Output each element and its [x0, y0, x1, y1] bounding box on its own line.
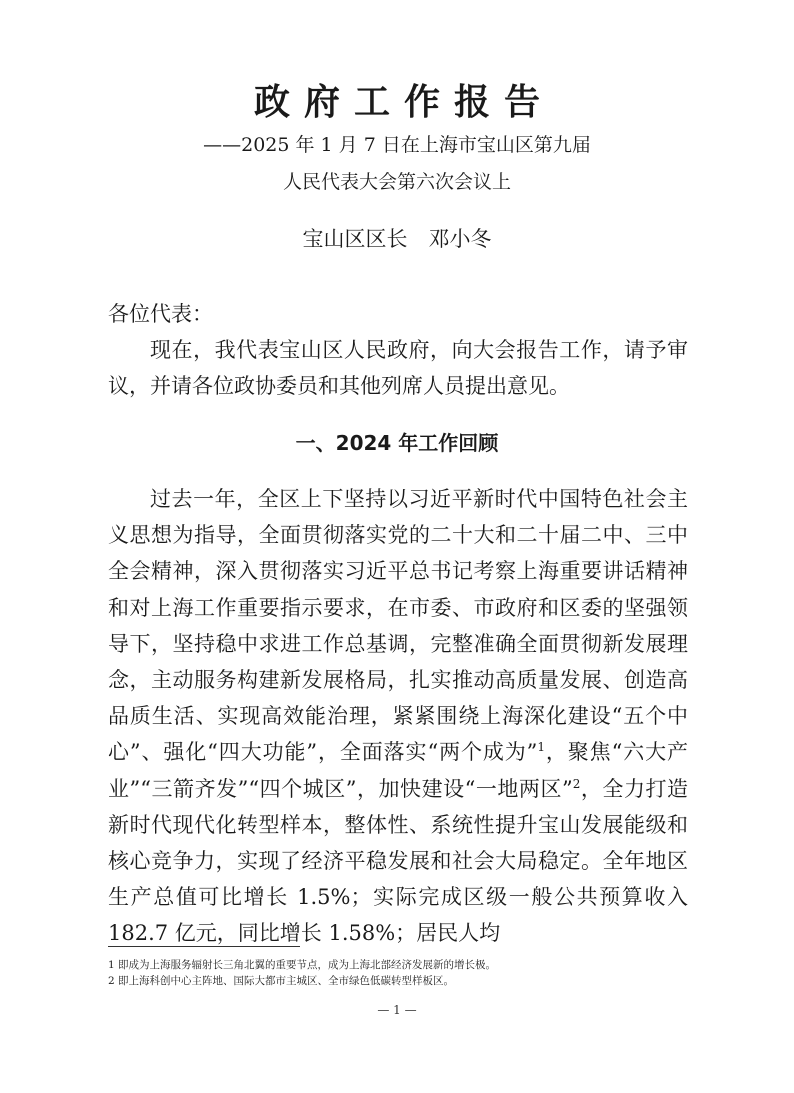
- body-text-part2: ，聚焦“六大产业”“三箭齐发”“四个城区”，加快建设“一地两区”: [108, 740, 688, 801]
- report-subtitle-line1: ——2025 年 1 月 7 日在上海市宝山区第九届: [203, 134, 591, 156]
- footnote-2: 2 即上海科创中心主阵地、国际大都市主城区、全市绿色低碳转型样板区。: [108, 975, 455, 987]
- page-number: — 1 —: [377, 1003, 417, 1017]
- section-heading: 一、2024 年工作回顾: [295, 431, 499, 455]
- footnote-ref-2: 2: [572, 776, 581, 791]
- body-text-part1: 过去一年，全区上下坚持以习近平新时代中国特色社会主义思想为指导，全面贯彻落实党的二十大和二十届二中、三中全会精神，深入贯彻落实习近平总书记考察上海重要讲话精神和对上海工作重要指示要求，在市委、市政府和区委的坚强领导下，坚持稳中求进工作总基调，完整准确全面贯彻新发展理念，主动服务构建新发展格局，扎实推动高质量发展、创造高品质生活、实现高效能治理，紧紧围绕上海深化建设“五个中心”、强化“四大功能”，全面落实“两个成为”: [108, 487, 688, 765]
- footnote-1: 1 即成为上海服务辐射长三角北翼的重要节点，成为上海北部经济发展新的增长极。: [108, 959, 497, 971]
- footnote-ref-1: 1: [537, 740, 546, 755]
- report-author: 宝山区区长 邓小冬: [302, 227, 492, 251]
- intro-paragraph: 现在，我代表宝山区人民政府，向大会报告工作，请予审议，并请各位政协委员和其他列席人员提出意见。: [108, 338, 688, 398]
- report-subtitle-line2: 人民代表大会第六次会议上: [282, 171, 511, 193]
- salutation: 各位代表：: [108, 302, 213, 326]
- body-text-part3: ，全力打造新时代现代化转型样本，整体性、系统性提升宝山发展能级和核心竞争力，实现了经济平稳发展和社会大局稳定。全年地区生产总值可比增长 1.5%；实际完成区级一般公共预算收入 182.7 亿元，同比增长 1.58%；居民人均: [108, 776, 689, 946]
- body-paragraph: [108, 481, 688, 952]
- footnote-divider: [108, 946, 300, 947]
- report-title: 政府工作报告: [253, 81, 554, 123]
